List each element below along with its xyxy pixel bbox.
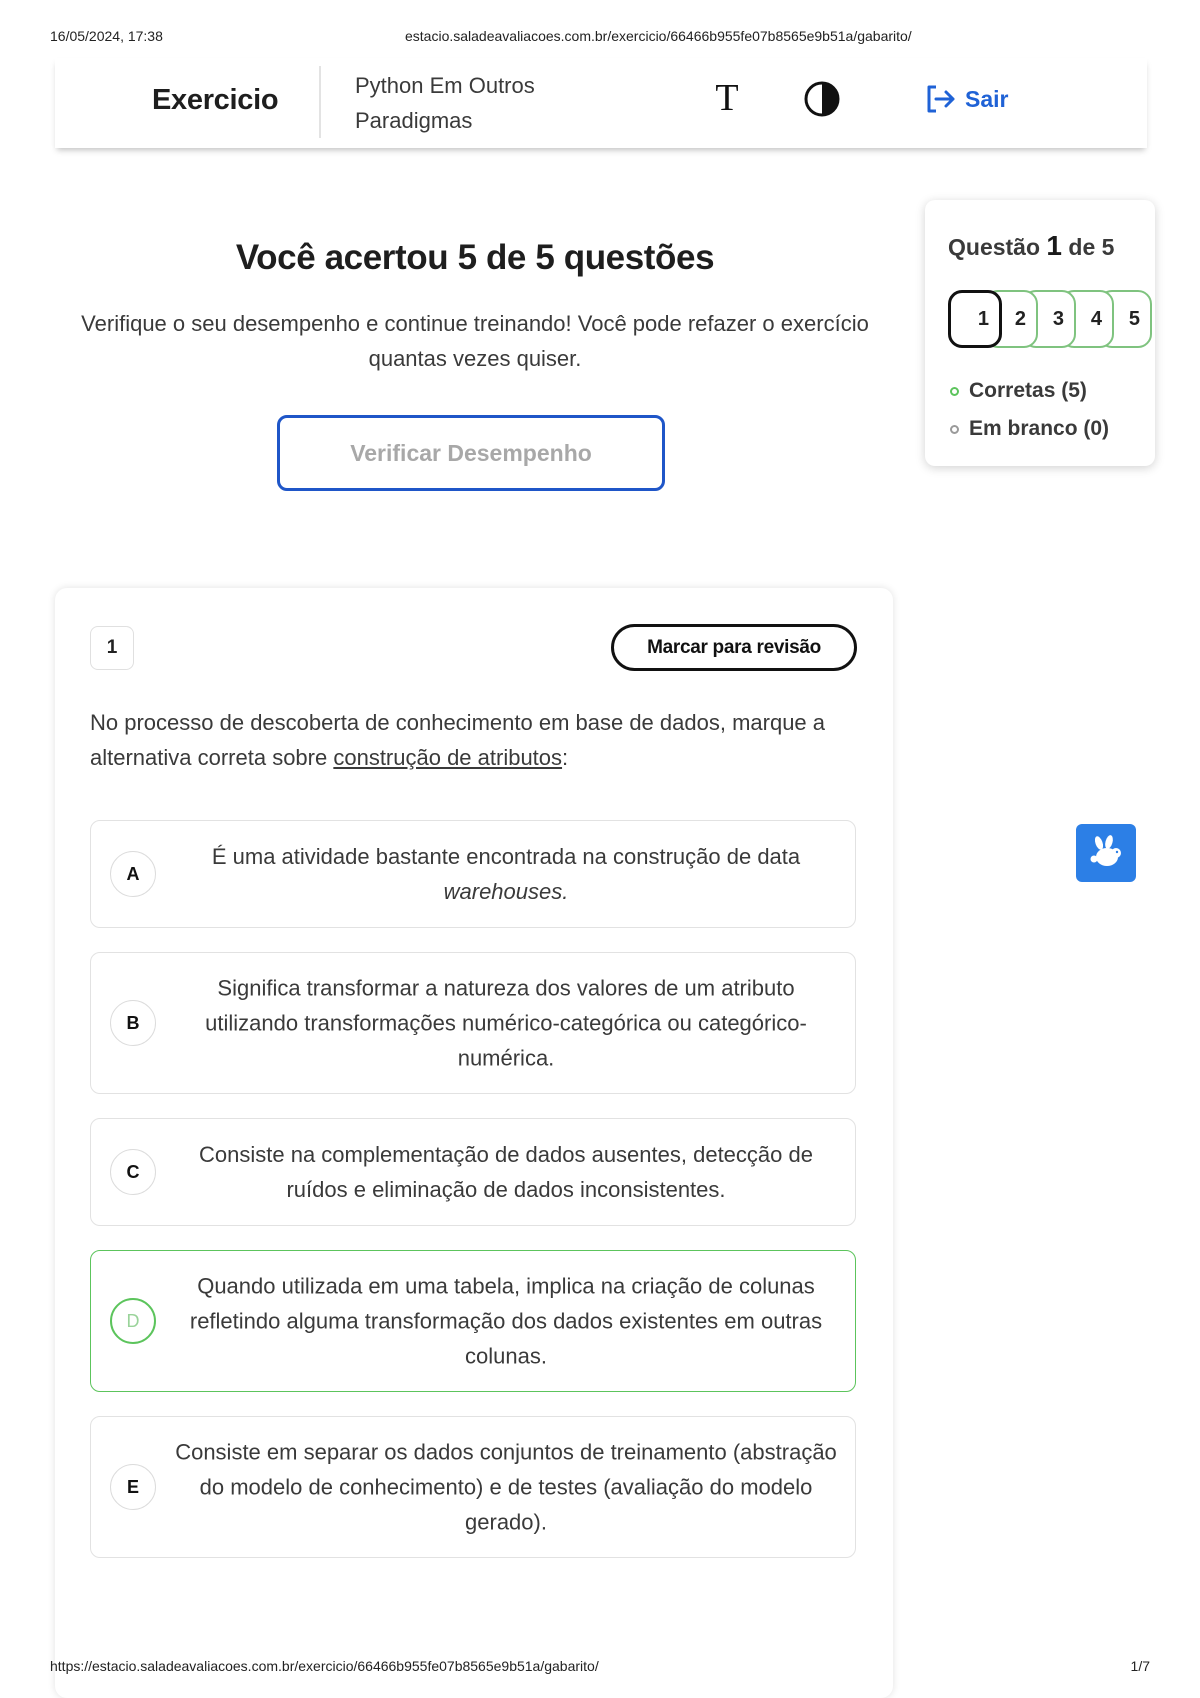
question-statement: [90, 705, 850, 775]
alternative-letter: B: [110, 1000, 156, 1046]
print-footer-url: https://estacio.saladeavaliacoes.com.br/exercicio/66466b955fe07b8565e9b51a/gabarito/: [50, 1658, 599, 1674]
alternative-a-italic: warehouses.: [443, 879, 569, 904]
alternative-d-text: Quando utilizada em uma tabela, implica na criação de colunas refletindo alguma transformação dos dados existentes em outras colunas.: [189, 1273, 823, 1369]
mark-for-review-button[interactable]: Marcar para revisão: [611, 624, 857, 671]
alternative-a-text: É uma atividade bastante encontrada na construção de data: [211, 844, 801, 869]
question-label-suffix: de 5: [1068, 234, 1115, 260]
result-title: Você acertou 5 de 5 questões: [235, 238, 715, 277]
text-size-icon: T: [715, 77, 739, 119]
alternative-a[interactable]: [90, 820, 856, 928]
correct-dot-icon: [950, 387, 959, 396]
alternative-d-correct[interactable]: [90, 1250, 856, 1392]
alternative-e[interactable]: [90, 1416, 856, 1558]
header-divider: [319, 66, 321, 138]
question-pills: [948, 290, 1153, 350]
question-navigator: [925, 200, 1155, 466]
alternative-e-text: Consiste em separar os dados conjuntos de treinamento (abstração do modelo de conhecimento) e de testes (avaliação do modelo gerado).: [175, 1439, 837, 1535]
legend-correct-label: Corretas (5): [969, 379, 1087, 402]
brand-title: Exercicio: [152, 84, 279, 116]
question-pill-2[interactable]: 2: [984, 290, 1038, 348]
alternative-b-text: Significa transformar a natureza dos valores de um atributo utilizando transformações numérico-categórica ou categórico-numérica.: [205, 975, 807, 1071]
text-size-button[interactable]: [707, 76, 747, 120]
result-summary: [55, 238, 895, 466]
question-pill-4[interactable]: 4: [1060, 290, 1114, 348]
legend-correct: [950, 372, 1109, 410]
question-pill-3[interactable]: 3: [1022, 290, 1076, 348]
legend-blank: [950, 410, 1109, 448]
alternative-letter: A: [110, 851, 156, 897]
chat-assistant-button[interactable]: [1076, 824, 1136, 882]
check-performance-button[interactable]: Verificar Desempenho: [277, 415, 665, 491]
legend-blank-label: Em branco (0): [969, 417, 1110, 440]
exit-label: Sair: [965, 85, 1009, 112]
question-pill-5[interactable]: 5: [1098, 290, 1152, 348]
alternative-letter: E: [110, 1464, 156, 1510]
print-header-url: estacio.saladeavaliacoes.com.br/exercicio/66466b955fe07b8565e9b51a/gabarito/: [405, 28, 912, 44]
chat-bunny-icon: [1087, 834, 1125, 872]
print-date: 16/05/2024, 17:38: [50, 28, 163, 44]
print-page-number: 1/7: [1130, 1658, 1150, 1674]
statement-underlined: construção de atributos: [333, 745, 563, 770]
alternative-text: [171, 839, 841, 909]
top-navigation-bar: [55, 58, 1147, 148]
question-pill-1[interactable]: 1: [948, 290, 1002, 348]
question-position-label: [948, 230, 1114, 262]
statement-end: :: [562, 745, 569, 770]
logout-icon: [925, 84, 957, 114]
alternative-letter: D: [110, 1298, 156, 1344]
contrast-button[interactable]: [803, 80, 841, 118]
question-label-prefix: Questão: [948, 234, 1041, 260]
blank-dot-icon: [950, 425, 959, 434]
alternative-b[interactable]: [90, 952, 856, 1094]
navigator-legend: [950, 372, 1109, 448]
statement-start: No processo de descoberta de conhecimento em base de dados, marque a alternativa correta sobre: [90, 710, 826, 770]
course-title: Python Em Outros Paradigmas: [355, 73, 535, 133]
alternative-letter: C: [110, 1149, 156, 1195]
alternative-c-text: Consiste na complementação de dados ausentes, detecção de ruídos e eliminação de dados inconsistentes.: [199, 1142, 813, 1202]
exit-button[interactable]: [925, 80, 1008, 118]
question-card: [55, 588, 893, 1698]
alternative-c[interactable]: [90, 1118, 856, 1226]
contrast-icon: [803, 80, 841, 118]
question-number: 1: [90, 626, 134, 670]
question-current-number: 1: [1046, 230, 1062, 261]
result-subtitle: Verifique o seu desempenho e continue treinando! Você pode refazer o exercício quantas vezes quiser.: [81, 311, 869, 371]
